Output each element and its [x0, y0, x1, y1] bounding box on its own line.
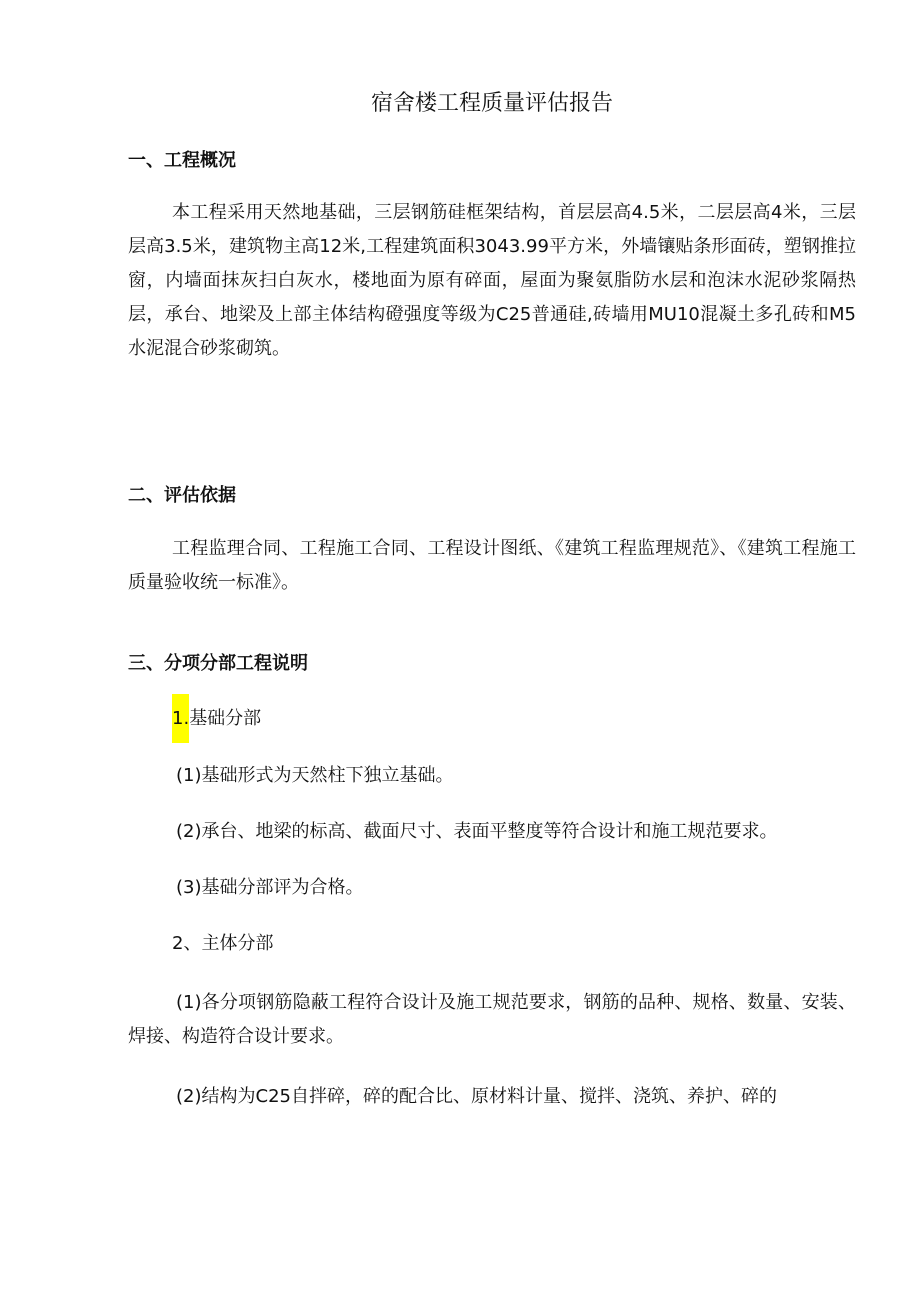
section-heading-basis: 二、评估依据	[128, 485, 236, 506]
subheading-foundation	[172, 704, 261, 730]
page-title: 宿舍楼工程质量评估报告	[370, 91, 613, 116]
subheading-main-structure: 2、主体分部	[172, 933, 274, 954]
list-item: (2)承台、地梁的标高、截面尺寸、表面平整度等符合设计和施工规范要求。	[176, 821, 778, 842]
list-item: (1)各分项钢筋隐蔽工程符合设计及施工规范要求，钢筋的品种、规格、数量、安装、焊接、构造符合设计要求。	[128, 992, 856, 1047]
list-item: (3)基础分部评为合格。	[176, 877, 364, 898]
section-heading-subdivision: 三、分项分部工程说明	[128, 653, 308, 674]
list-item: (2)结构为C25自拌碎，碎的配合比、原材料计量、搅拌、浇筑、养护、碎的	[176, 1086, 777, 1107]
section-heading-overview: 一、工程概况	[128, 150, 236, 171]
subheading-foundation-label: 基础分部	[189, 708, 262, 729]
list-item: (1)基础形式为天然柱下独立基础。	[176, 765, 454, 786]
paragraph-basis: 工程监理合同、工程施工合同、工程设计图纸、《建筑工程监理规范》、《建筑工程施工质量验收统一标准》。	[128, 538, 856, 593]
paragraph-overview: 本工程采用天然地基础，三层钢筋硅框架结构，首层层高4.5米，二层层高4米，三层层高3.5米，建筑物主高12米,工程建筑面积3043.99平方米，外墙镶贴条形面砖，塑钢推拉窗，内墙面抹灰扫白灰水，楼地面为原有碎面，屋面为聚氨脂防水层和泡沫水泥砂浆隔热层，承台、地梁及上部主体结构磴强度等级为C25普通硅,砖墙用MU10混凝土多孔砖和M5水泥混合砂浆砌筑。	[128, 202, 856, 359]
highlighted-number: 1.	[172, 694, 189, 743]
